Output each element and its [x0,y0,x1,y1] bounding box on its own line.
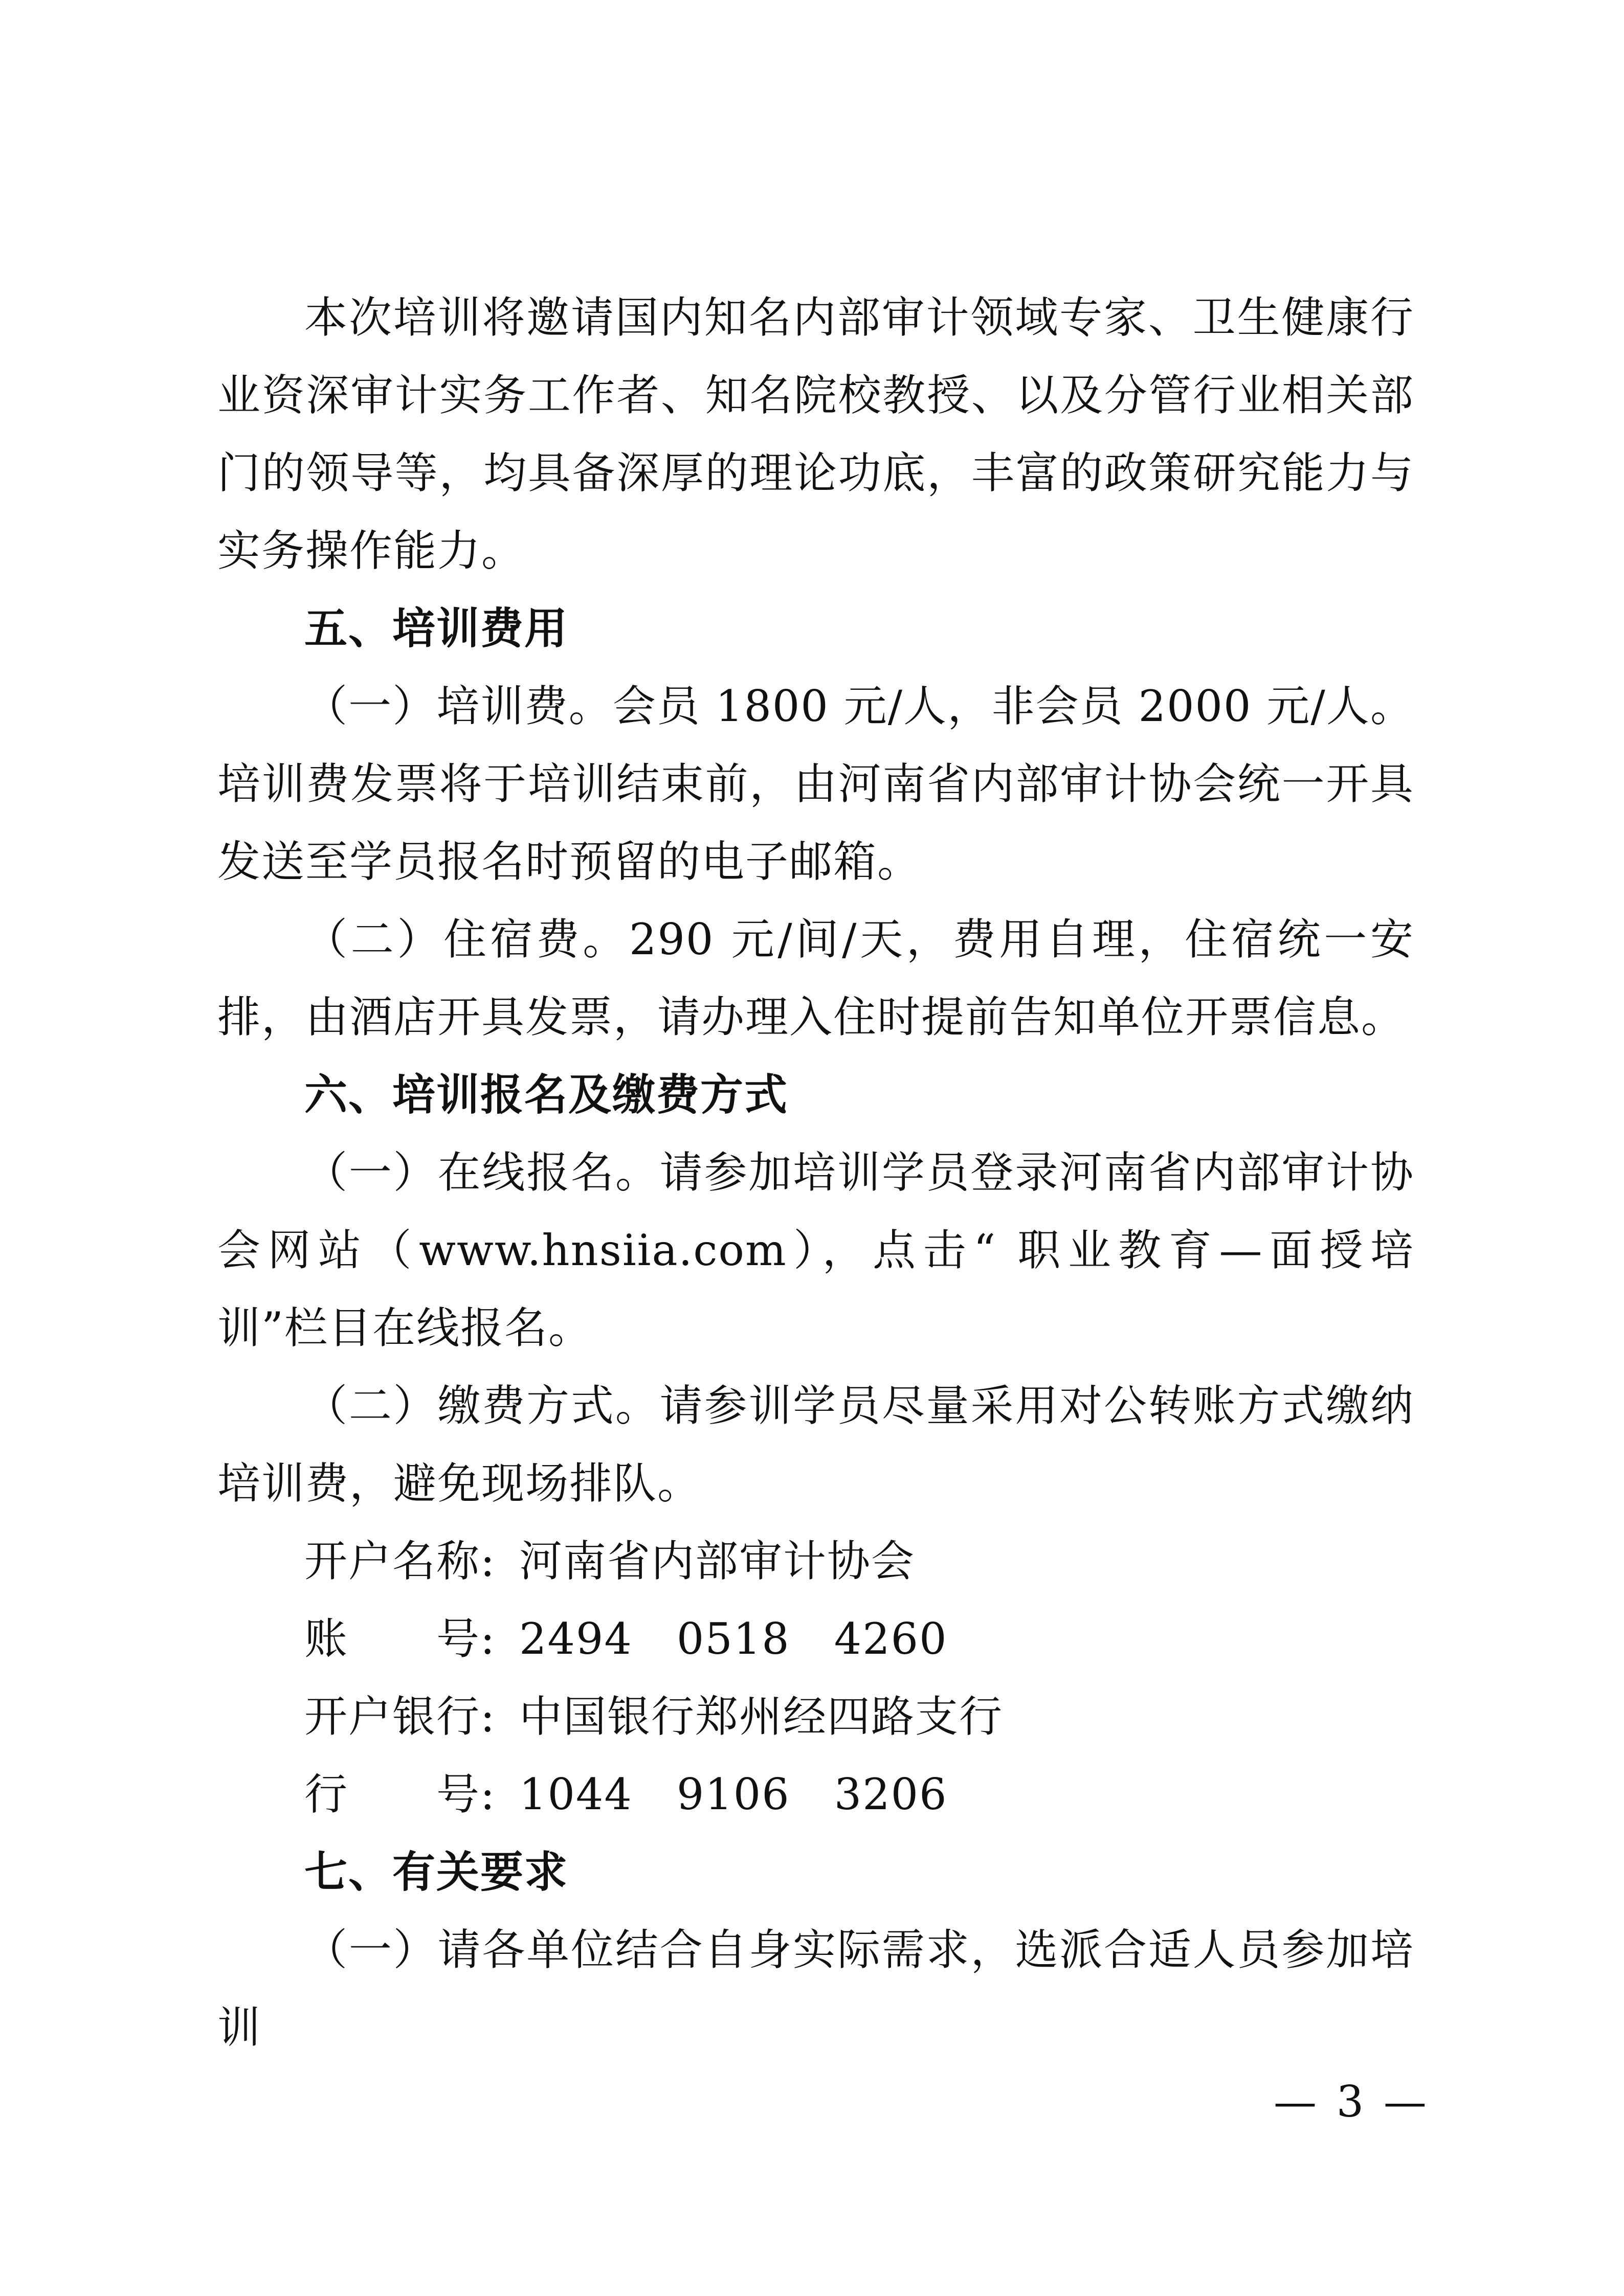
document-body [217,279,1414,2066]
account-name-value: 河南省内部审计协会 [519,1536,916,1586]
page-number: — 3 — [1274,2077,1430,2127]
training-fee-text: 会员 1800 元/人，非会员 2000 元/人。培训费发票将于培训结束前，由河南省内部审计协会统一开具发送至学员报名时预留的电子邮箱。 [217,681,1414,887]
accommodation-fee-text: 290 元/间/天，费用自理，住宿统一安排，由酒店开具发票，请办理入住时提前告知单位开票信息。 [217,914,1414,1042]
account-name-label: 开户名称: [304,1536,496,1586]
online-registration-text: 请参加培训学员登录河南省内部审计协会网站（www.hnsiia.com），点击“ 职业教育—面授培训”栏目在线报名。 [217,1147,1414,1353]
online-registration-paragraph [217,1134,1414,1367]
bank-name-value: 中国银行郑州经四路支行 [519,1692,1004,1742]
online-registration-label: （一）在线报名。 [304,1147,660,1198]
account-number-value: 2494 0518 4260 [519,1614,948,1664]
account-number-row [217,1600,1414,1678]
requirement-1-paragraph: （一）请各单位结合自身实际需求，选派合适人员参加培训 [217,1925,1414,2053]
payment-method-paragraph [217,1367,1414,1522]
intro-paragraph: 本次培训将邀请国内知名内部审计领域专家、卫生健康行业资深审计实务工作者、知名院校教授、以及分管行业相关部门的领导等，均具备深厚的理论功底，丰富的政策研究能力与实务操作能力。 [217,292,1414,576]
bank-code-value: 1044 9106 3206 [519,1769,948,1819]
bank-name-row [217,1678,1414,1755]
accommodation-fee-paragraph [217,901,1414,1056]
account-number-label: 账 号: [304,1614,496,1664]
bank-name-label: 开户银行: [304,1692,496,1742]
bank-code-row [217,1755,1414,1833]
payment-method-label: （二）缴费方式。 [304,1381,660,1431]
account-name-row [217,1522,1414,1600]
accommodation-fee-label: （二）住宿费。 [304,914,629,964]
section-6-heading: 六、培训报名及缴费方式 [304,1070,789,1120]
payment-method-text: 请参训学员尽量采用对公转账方式缴纳培训费，避免现场排队。 [217,1381,1414,1509]
section-7-heading: 七、有关要求 [304,1847,569,1897]
training-fee-label: （一）培训费。 [304,681,613,731]
training-fee-paragraph [217,667,1414,901]
section-5-heading: 五、培训费用 [304,603,569,654]
bank-code-label: 行 号: [304,1769,496,1819]
